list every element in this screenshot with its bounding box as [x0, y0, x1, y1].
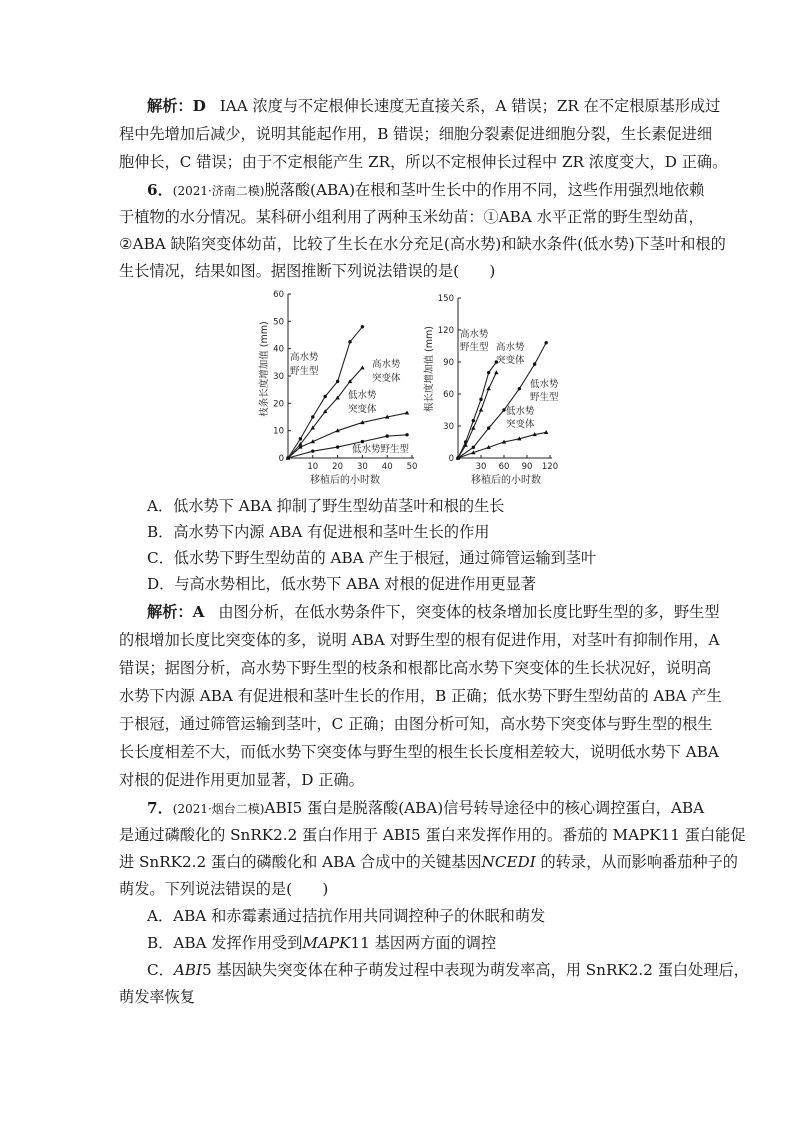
data-point	[472, 419, 475, 422]
stem-line: 萌发。下列说法错误的是( )	[119, 880, 329, 898]
gene-name: MAPK	[302, 934, 351, 952]
series-label: 高水势	[372, 359, 401, 370]
data-point	[486, 386, 490, 390]
data-point	[479, 408, 483, 412]
y-tick-label: 50	[273, 317, 284, 328]
stem-text: 脱落酸(ABA)在根和茎叶生长中的作用不同，这些作用强烈地依赖	[264, 181, 705, 199]
answer-letter: A	[192, 603, 205, 621]
question-number: 7．	[147, 799, 173, 817]
y-tick-label: 120	[437, 326, 454, 336]
option-c: C．ABI5 基因缺失突变体在种子萌发过程中表现为萌发率高，用 SnRK2.2 蛋白处理后，	[147, 961, 749, 979]
x-tick-label: 30	[475, 462, 487, 472]
option-a: A．ABA 和赤霉素通过拮抗作用共同调控种子的休眠和萌发	[147, 907, 546, 925]
data-point	[360, 365, 364, 369]
series-label: 突变体	[348, 404, 377, 415]
option-c-line2: 萌发率恢复	[119, 988, 195, 1006]
analysis-text: 由图分析，在低水势条件下，突变体的枝条增加长度比野生型的多，野生型	[218, 603, 720, 621]
x-tick-label: 60	[498, 462, 510, 472]
x-tick-label: 20	[332, 462, 344, 472]
x-tick-label: 30	[356, 462, 368, 472]
root-growth-chart	[420, 286, 570, 486]
analysis-label: 解析：	[147, 97, 193, 115]
stem-line: 进 SnRK2.2 蛋白的磷酸化和 ABA 合成中的关键基因NCEDI 的转录，从而影响番茄种子的	[119, 853, 738, 871]
option-b: B．高水势下内源 ABA 有促进根和茎叶生长的作用	[147, 523, 490, 541]
x-axis-title: 移植后的小时数	[310, 475, 380, 486]
series-label: 低水势野生型	[352, 444, 410, 455]
gene-name: NCEDI	[481, 853, 536, 871]
data-point	[311, 449, 314, 452]
data-point	[487, 371, 490, 374]
y-tick-label: 150	[437, 294, 454, 304]
analysis-line: 胞伸长，C 错误；由于不定根能产生 ZR，所以不定根伸长过程中 ZR 浓度变大，D 正确。	[119, 153, 728, 171]
x-tick-label: 50	[406, 462, 418, 472]
analysis-line: 对根的促进作用更加显著，D 正确。	[119, 771, 364, 789]
series-label: 突变体	[506, 419, 535, 430]
shoot-growth-chart	[252, 286, 424, 486]
data-point	[386, 434, 389, 437]
y-tick-label: 0	[278, 454, 284, 464]
x-tick-label: 10	[307, 462, 319, 472]
y-axis-title: 根长度增加值 (mm)	[424, 326, 435, 412]
data-point	[405, 433, 408, 436]
data-point	[336, 445, 339, 448]
data-point	[361, 440, 364, 443]
stem-line: 于植物的水分情况。某科研小组利用了两种玉米幼苗：①ABA 水平正常的野生型幼苗，	[119, 208, 704, 226]
analysis-text: IAA 浓度与不定根伸长速度无直接关系，A 错误；ZR 在不定根原基形成过	[219, 97, 721, 115]
data-point	[533, 362, 536, 365]
question-source: (2021·济南二模)	[172, 184, 265, 198]
data-point	[487, 426, 490, 429]
series-label: 低水势	[348, 390, 377, 401]
series-label: 野生型	[460, 342, 489, 353]
question-source: (2021·烟台二模)	[172, 802, 265, 816]
y-tick-label: 30	[443, 422, 454, 432]
data-point	[286, 456, 289, 459]
stem-line: ②ABA 缺陷突变体幼苗，比较了生长在水分充足(高水势)和缺水条件(低水势)下茎叶和根的	[119, 235, 726, 253]
y-tick-label: 20	[273, 399, 284, 410]
stem-line: 生长情况，结果如图。据图推断下列说法错误的是( )	[119, 262, 496, 280]
option-b: B．ABA 发挥作用受到MAPK11 基因两方面的调控	[147, 934, 497, 952]
stem-line: 是通过磷酸化的 SnRK2.2 蛋白作用于 ABI5 蛋白来发挥作用的。番茄的 MAPK11 蛋白能促	[119, 826, 746, 844]
series-label: 低水势	[530, 379, 559, 390]
option-a: A．低水势下 ABA 抑制了野生型幼苗茎叶和根的生长	[147, 497, 505, 515]
data-point	[494, 370, 498, 374]
series-line	[458, 362, 496, 458]
series-label: 低水势	[506, 406, 535, 417]
y-tick-label: 60	[443, 390, 454, 400]
series-label: 野生型	[290, 366, 319, 377]
y-tick-label: 90	[443, 358, 454, 368]
data-point	[311, 415, 314, 418]
x-axis-title: 移植后的小时数	[471, 475, 541, 486]
option-c: C．低水势下野生型幼苗的 ABA 产生于根冠，通过筛管运输到茎叶	[147, 549, 597, 567]
y-tick-label: 40	[273, 344, 284, 355]
series-label: 高水势	[460, 329, 489, 340]
series-label: 突变体	[372, 373, 401, 384]
x-tick-label: 40	[381, 462, 393, 472]
analysis-line: 程中先增加后减少，说明其能起作用，B 错误；细胞分裂素促进细胞分裂，生长素促进细	[119, 125, 713, 143]
data-point	[324, 395, 327, 398]
data-point	[405, 411, 409, 415]
data-point	[299, 437, 302, 440]
analysis-line	[147, 602, 720, 622]
y-tick-label: 0	[448, 454, 454, 464]
series-label: 高水势	[290, 352, 319, 363]
x-tick-label: 90	[521, 462, 533, 472]
answer-letter: D	[192, 97, 206, 115]
data-point	[472, 446, 475, 449]
y-tick-label: 10	[273, 426, 284, 437]
series-label: 高水势	[496, 342, 525, 353]
question-6-stem	[147, 180, 704, 201]
y-tick-label: 60	[273, 290, 284, 300]
data-point	[361, 325, 364, 328]
analysis-line	[147, 96, 720, 116]
data-point	[479, 398, 482, 401]
data-point	[518, 387, 521, 390]
data-point	[544, 341, 547, 344]
analysis-line: 长长度相差不大，而低水势下突变体与野生型的根生长长度相差较大，说明低水势下 ABA	[119, 743, 719, 761]
analysis-line: 于根冠，通过筛管运输到茎叶，C 正确；由图分析可知，高水势下突变体与野生型的根生	[119, 715, 713, 733]
option-d: D．与高水势相比，低水势下 ABA 对根的促进作用更显著	[147, 575, 537, 593]
data-point	[336, 380, 339, 383]
analysis-line: 错误；据图分析，高水势下野生型的枝条和根都比高水势下突变体的生长状况好，说明高	[119, 659, 712, 677]
data-point	[544, 430, 548, 434]
question-7-stem	[147, 798, 704, 819]
x-tick-label: 120	[541, 462, 559, 472]
data-point	[348, 340, 351, 343]
analysis-line: 水势下内源 ABA 有促进根和茎叶生长的作用，B 正确；低水势下野生型幼苗的 ABA 产生	[119, 687, 722, 705]
gene-name: ABI	[173, 961, 202, 979]
series-label: 突变体	[496, 355, 525, 366]
y-tick-label: 30	[273, 372, 284, 382]
series-label: 野生型	[530, 392, 559, 403]
y-axis-title: 枝条长度增加值 (mm)	[259, 321, 270, 417]
stem-text: ABI5 蛋白是脱落酸(ABA)信号转导途径中的核心调控蛋白，ABA	[264, 799, 705, 817]
question-number: 6．	[147, 181, 173, 199]
analysis-line: 的根增加长度比突变体的多，说明 ABA 对野生型的根有促进作用，对茎叶有抑制作用，A	[119, 631, 720, 649]
analysis-label: 解析：	[147, 603, 193, 621]
